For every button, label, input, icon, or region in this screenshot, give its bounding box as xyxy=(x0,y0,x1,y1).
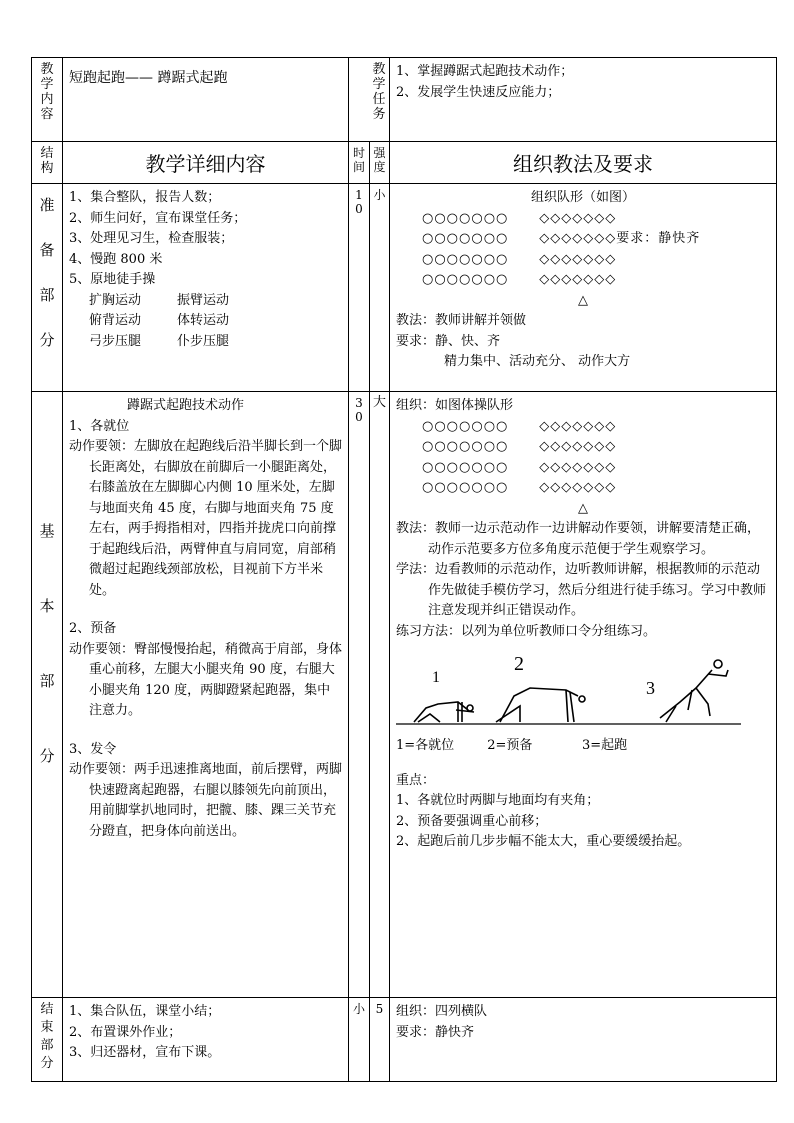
fig-label-1: 1=各就位 xyxy=(396,738,455,753)
label-teaching-task: 教 学 任 务 xyxy=(372,62,386,122)
fig-num-3: 3 xyxy=(646,678,655,698)
prep-content: 1、集合整队，报告人数； 2、师生问好，宣布课堂任务； 3、处理见习生，检查服装； 4、慢跑 800 米 5、原地徒手操 扩胸运动 振臂运动 俯背运动 体转运动 弓步压腿 仆步压腿 xyxy=(63,184,349,392)
end-time: 小 xyxy=(349,998,370,1082)
topic-cell xyxy=(63,58,349,142)
lesson-plan-table xyxy=(31,57,777,1082)
label-prep: 准 备 部 分 xyxy=(32,184,63,392)
start-stance-figure xyxy=(396,652,770,732)
basic-intensity: 大 xyxy=(370,392,390,998)
figure-set-position xyxy=(414,702,474,722)
row-header xyxy=(32,142,777,184)
basic-method: 组织：如图体操队形 ○○○○○○○ ◇◇◇◇◇◇◇ ○○○○○○○ ◇◇◇◇◇◇◇ ○○○○○○○ ◇◇◇◇◇◇◇ ○○○○○○○ ◇◇◇◇◇◇◇ △ 教法：教师一边示范动作一边讲解动作要领，讲解要清楚正确，动作示范要多方位多角度示范便于学生观察学习。 学法：边看教师的示范动作，边听教师讲解，根据教师的示范动作先做徒手模仿学习，然后分组进行徒手练习。学习中教师注意发现并纠正错误动作。 练习方法：以列为单位听教师口令分组练习。 1 2 3 1=各就位 2=预备 3=起跑 重点： 1、各就位时两脚与地面均有夹角； 2、预备要强调重心前移； 2、起跑后前几步步幅不能太大，重心要缓缓抬起。 xyxy=(390,392,777,998)
topic-text: 短跑起跑—— 蹲踞式起跑 xyxy=(69,70,228,86)
basic-time: 3 0 xyxy=(349,392,370,998)
label-teaching-content: 教 学 内 容 xyxy=(32,58,63,142)
figure-start-run xyxy=(660,660,728,722)
row-basic xyxy=(32,392,777,998)
prep-intensity: 小 xyxy=(370,184,390,392)
prep-time: 1 0 xyxy=(349,184,370,392)
label-end: 结 束 部 分 xyxy=(32,998,63,1082)
fig-num-2: 2 xyxy=(514,653,524,675)
sprinter-figure xyxy=(396,652,768,732)
content-title: 教学详细内容 xyxy=(63,142,349,184)
method-title: 组织教法及要求 xyxy=(390,142,777,184)
fig-label-3: 3=起跑 xyxy=(582,738,628,753)
row-end xyxy=(32,998,777,1082)
label-time: 时 间 xyxy=(349,142,370,184)
prep-method: 组织队形（如图） ○○○○○○○ ◇◇◇◇◇◇◇ ○○○○○○○ ◇◇◇◇◇◇◇要求：静快齐 ○○○○○○○ ◇◇◇◇◇◇◇ ○○○○○○○ ◇◇◇◇◇◇◇ △ 教法：教师讲解并领做 要求：静、快、齐 精力集中、活动充分、 动作大方 xyxy=(390,184,777,392)
row-content-task xyxy=(32,58,777,142)
task-cell: 1、掌握蹲踞式起跑技术动作； 2、发展学生快速反应能力； xyxy=(390,58,777,142)
label-structure: 结 构 xyxy=(32,142,63,184)
end-method: 组织：四列横队 要求：静快齐 xyxy=(390,998,777,1082)
label-basic: 基 本 部 分 xyxy=(32,392,63,998)
row-prep xyxy=(32,184,777,392)
basic-content: 蹲踞式起跑技术动作 1、各就位 动作要领：左脚放在起跑线后沿半脚长到一个脚长距离处，右脚放在前脚后一小腿距离处，右膝盖放在左脚脚心内侧 10 厘米处，左脚与地面夹角 45 度，右脚与地面夹角 75 度左右，两手拇指相对，四指并拢虎口向前撑于起跑线后沿，两臂伸直与肩同宽，肩部稍微超过起跑线颈部放松，目视前下方半米处。 2、预备 动作要领：臀部慢慢抬起，稍微高于肩部，身体重心前移，左腿大小腿夹角 90 度，右腿大小腿夹角 120 度，两脚蹬紧起跑器，集中注意力。 3、发令 动作要领：两手迅速推离地面，前后摆臂，两脚快速蹬离起跑器，右腿以膝领先向前顶出，用前脚掌扒地同时，把髋、膝、踝三关节充分蹬直，把身体向前送出。 xyxy=(63,392,349,998)
end-intensity: 5 xyxy=(370,998,390,1082)
label-intensity: 强 度 xyxy=(370,142,390,184)
end-content: 1、集合队伍，课堂小结； 2、布置课外作业； 3、归还器材，宣布下课。 xyxy=(63,998,349,1082)
teacher-mark: △ xyxy=(578,292,588,308)
fig-num-1: 1 xyxy=(432,669,440,686)
figure-ready-position xyxy=(496,688,585,722)
fig-label-2: 2=预备 xyxy=(487,738,533,753)
